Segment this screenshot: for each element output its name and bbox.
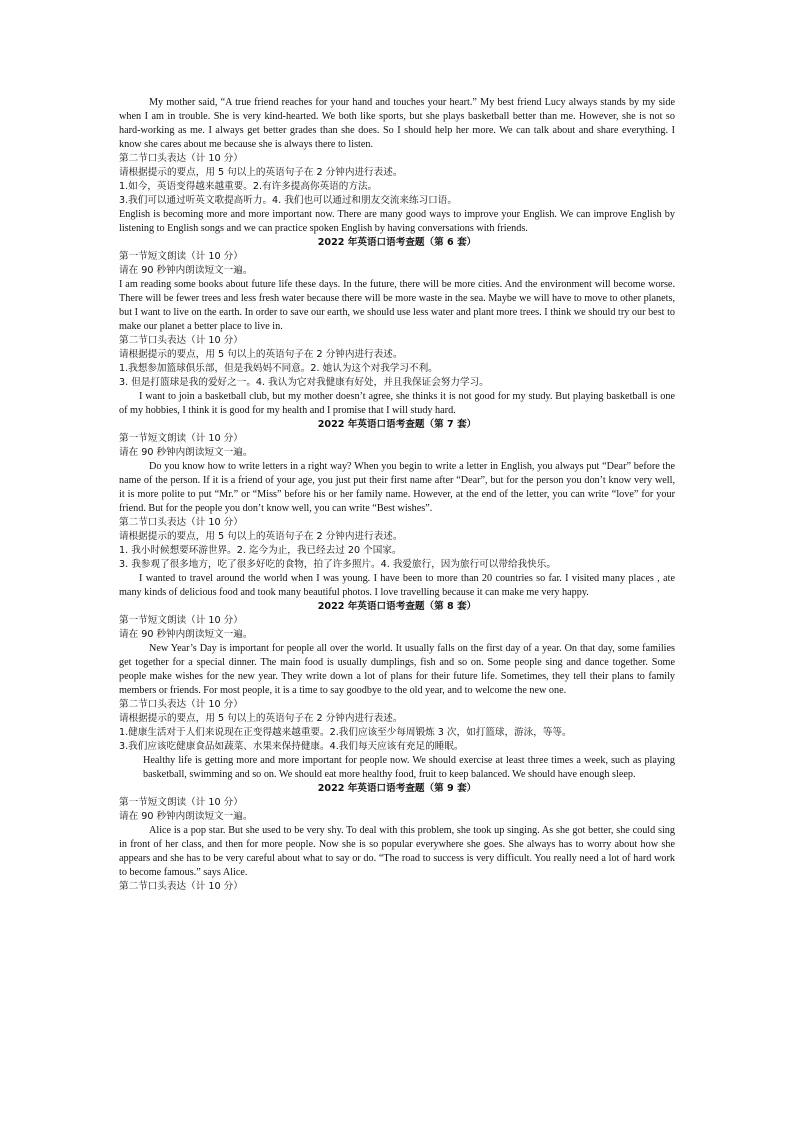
part2-title: 第二节口头表达（计 10 分） bbox=[119, 153, 243, 164]
reading-passage: Do you know how to write letters in a right way? When you begin to write a letter in English, you always put “Dear” before the name of the person. If it is a friend of your age, you just put their first name after “Dear”, but for the person you don’t know very well, it is more polite to put “Mr.” or “Miss” before his or her family name. However, at the end of the letter, you can write “love” for your friend. But for the people you don’t know well, you can write “Best wishes”. bbox=[119, 461, 675, 514]
part2-title: 第二节口头表达（计 10 分） bbox=[119, 881, 243, 892]
sample-answer: I want to join a basketball club, but my mother doesn’t agree, she thinks it is not good for my study. But playing basketball is one of my hobbies, I think it is good for my health and I promise that I will study hard. bbox=[119, 391, 675, 416]
part1-instruction: 请在 90 秒钟内朗读短文一遍。 bbox=[119, 265, 253, 276]
part1-title: 第一节短文朗读（计 10 分） bbox=[119, 797, 243, 808]
sample-answer: English is becoming more and more important now. There are many good ways to improve your English. We can improve English by listening to English songs and we can practice spoken English by having conversations with friends. bbox=[119, 209, 675, 234]
prompt-line: 3. 但是打篮球是我的爱好之一。4. 我认为它对我健康有好处，并且我保证会努力学习。 bbox=[119, 377, 489, 388]
part1-title: 第一节短文朗读（计 10 分） bbox=[119, 251, 243, 262]
prompt-line: 3. 我参观了很多地方，吃了很多好吃的食物，拍了许多照片。4. 我爱旅行，因为旅行可以带给我快乐。 bbox=[119, 559, 556, 570]
reading-passage: Alice is a pop star. But she used to be very shy. To deal with this problem, she took up singing. As she got better, she could sing in front of her class, and then for more people. Now she is so popular everywhere she goes. She always has to worry about how she appears and she has to be very careful about what to say or do. “The road to success is very difficult. You really need a lot of hard work to become famous.” says Alice. bbox=[119, 825, 675, 878]
prompt-line: 1.我想参加篮球俱乐部，但是我妈妈不同意。2. 她认为这个对我学习不利。 bbox=[119, 363, 438, 374]
sample-answer: I wanted to travel around the world when I was young. I have been to more than 20 countries so far. I visited many places , ate many kinds of delicious food and took many beautiful photos. I love travelling because it can make me very happy. bbox=[119, 573, 675, 598]
part2-instruction: 请根据提示的要点，用 5 句以上的英语句子在 2 分钟内进行表述。 bbox=[119, 349, 403, 360]
reading-passage: I am reading some books about future life these days. In the future, there will be more cities. And the environment will become worse. There will be fewer trees and less fresh water because there will be more waste in the sea. Maybe we will have to move to other planets, but I want to live on the earth. In order to save our earth, we should use less water and plant more trees. I think we should try our best to make our planet a better place to live in. bbox=[119, 279, 675, 332]
part1-instruction: 请在 90 秒钟内朗读短文一遍。 bbox=[119, 629, 253, 640]
prompt-line: 1.如今，英语变得越来越重要。2.有许多提高你英语的方法。 bbox=[119, 181, 378, 192]
prompt-line: 3.我们应该吃健康食品如蔬菜、水果来保持健康。4.我们每天应该有充足的睡眠。 bbox=[119, 741, 464, 752]
part2-title: 第二节口头表达（计 10 分） bbox=[119, 335, 243, 346]
part1-title: 第一节短文朗读（计 10 分） bbox=[119, 433, 243, 444]
part2-instruction: 请根据提示的要点，用 5 句以上的英语句子在 2 分钟内进行表述。 bbox=[119, 531, 403, 542]
part2-title: 第二节口头表达（计 10 分） bbox=[119, 699, 243, 710]
set-title: 2022 年英语口语考查题（第 8 套） bbox=[317, 601, 477, 612]
part2-instruction: 请根据提示的要点，用 5 句以上的英语句子在 2 分钟内进行表述。 bbox=[119, 713, 403, 724]
part2-title: 第二节口头表达（计 10 分） bbox=[119, 517, 243, 528]
set-title: 2022 年英语口语考查题（第 7 套） bbox=[317, 419, 477, 430]
document-page bbox=[119, 96, 675, 894]
part1-instruction: 请在 90 秒钟内朗读短文一遍。 bbox=[119, 447, 253, 458]
prompt-line: 3.我们可以通过听英文歌提高听力。4. 我们也可以通过和朋友交流来练习口语。 bbox=[119, 195, 457, 206]
prompt-line: 1.健康生活对于人们来说现在正变得越来越重要。2.我们应该至少每周锻炼 3 次，如打篮球，游泳，等等。 bbox=[119, 727, 572, 738]
set-title: 2022 年英语口语考查题（第 6 套） bbox=[317, 237, 477, 248]
sample-answer: Healthy life is getting more and more important for people now. We should exercise at least three times a week, such as playing basketball, swimming and so on. We should eat more healthy food, fruit to keep balanced. We should have enough sleep. bbox=[143, 755, 675, 780]
reading-passage: New Year’s Day is important for people all over the world. It usually falls on the first day of a year. On that day, some families get together for a special dinner. The main food is usually dumplings, fish and so on. Some people sing and dance together. Some people make wishes for the new year. They write down a lot of plans for their future life. Sometimes, they tell their plans to family members or friends. For most people, it is a time to say goodbye to the old year, and to welcome the new one. bbox=[119, 643, 675, 696]
prompt-line: 1. 我小时候想要环游世界。2. 迄今为止，我已经去过 20 个国家。 bbox=[119, 545, 402, 556]
part1-title: 第一节短文朗读（计 10 分） bbox=[119, 615, 243, 626]
reading-passage: My mother said, “A true friend reaches for your hand and touches your heart.” My best friend Lucy always stands by my side when I am in trouble. She is very kind-hearted. We both like sports, but she plays basketball better than me. However, she is not so hard-working as me. I always get better grades than she does. So I should help her more. We can talk about and share everything. I know she cares about me because she is always there to listen. bbox=[119, 97, 675, 150]
part1-instruction: 请在 90 秒钟内朗读短文一遍。 bbox=[119, 811, 253, 822]
set-title: 2022 年英语口语考查题（第 9 套） bbox=[317, 783, 477, 794]
part2-instruction: 请根据提示的要点，用 5 句以上的英语句子在 2 分钟内进行表述。 bbox=[119, 167, 403, 178]
